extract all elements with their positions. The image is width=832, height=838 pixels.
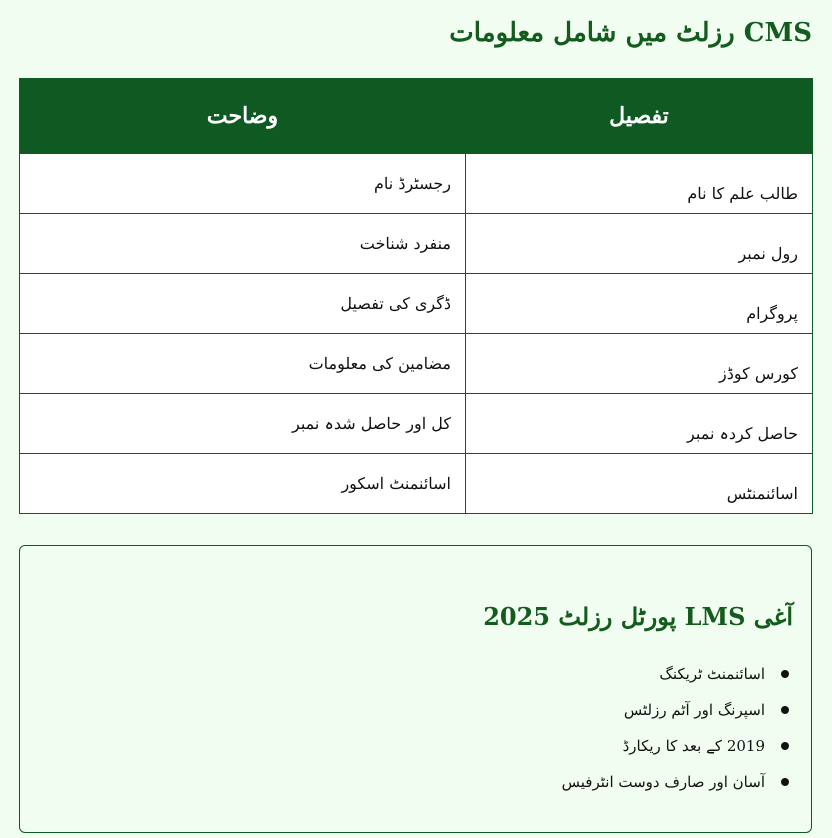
table-row: [20, 274, 813, 334]
header-explanation: وضاحت: [20, 79, 466, 154]
table-row: [20, 154, 813, 214]
table-cell-explanation: منفرد شناخت: [20, 214, 466, 274]
list-item-text: آسان اور صارف دوست انٹرفیس: [561, 773, 765, 791]
list-item: [562, 767, 799, 803]
header-details: تفصیل: [466, 79, 813, 154]
cell-text: طالب علم کا نام: [687, 184, 798, 203]
bullet-icon: [781, 670, 789, 678]
cell-text: رول نمبر: [738, 244, 798, 263]
table-cell-detail: [466, 454, 813, 514]
table-cell-explanation: رجسٹرڈ نام: [20, 154, 466, 214]
table-row: [20, 214, 813, 274]
table-cell-explanation: کل اور حاصل شدہ نمبر: [20, 394, 466, 454]
list-item-text: اسائنمنٹ ٹریکنگ: [659, 665, 765, 683]
table-cell-detail: [466, 274, 813, 334]
list-item-text: 2019 کے بعد کا ریکارڈ: [622, 737, 765, 755]
table-cell-detail: [466, 394, 813, 454]
list-item-text: اسپرنگ اور آٹم رزلٹس: [623, 701, 765, 719]
table-cell-detail: [466, 334, 813, 394]
table-cell-detail: [466, 214, 813, 274]
bullet-icon: [781, 742, 789, 750]
list-item: [562, 659, 799, 695]
bullet-icon: [781, 706, 789, 714]
table-cell-explanation: اسائنمنٹ اسکور: [20, 454, 466, 514]
table-header-row: [20, 79, 813, 154]
list-item: [562, 731, 799, 767]
cell-text: کورس کوڈز: [719, 364, 798, 383]
bullet-icon: [781, 778, 789, 786]
list-item: [562, 695, 799, 731]
table-row: [20, 334, 813, 394]
section-heading: CMS رزلٹ میں شامل معلومات: [449, 18, 812, 48]
info-table: [19, 78, 813, 514]
table-row: [20, 454, 813, 514]
cell-text: پروگرام: [746, 304, 798, 323]
table-row: [20, 394, 813, 454]
cell-text: اسائنمنٹس: [726, 484, 798, 503]
lms-info-card: [19, 545, 812, 833]
table-cell-explanation: ڈگری کی تفصیل: [20, 274, 466, 334]
card-title: آغی LMS پورٹل رزلٹ 2025: [483, 602, 793, 631]
table-cell-detail: [466, 154, 813, 214]
cell-text: حاصل کردہ نمبر: [687, 424, 798, 443]
feature-list: [562, 659, 799, 803]
table-cell-explanation: مضامین کی معلومات: [20, 334, 466, 394]
